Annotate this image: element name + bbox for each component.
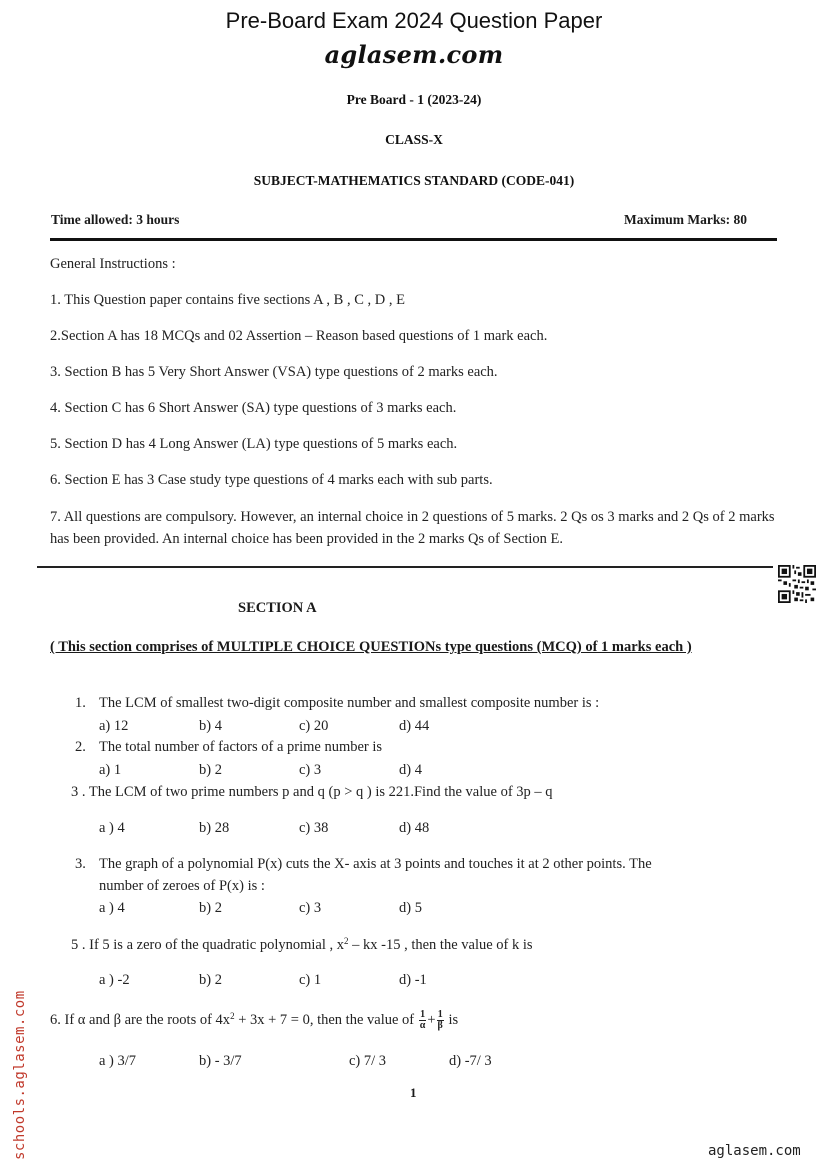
option-d: d) 4 (399, 762, 422, 778)
question-number: 2. (75, 739, 86, 755)
class-label: CLASS-X (385, 132, 443, 147)
option-c: c) 20 (299, 718, 329, 734)
question-number: 5 . (71, 937, 86, 953)
instruction-item: 2.Section A has 18 MCQs and 02 Assertion – Reason based questions of 1 mark each. (50, 328, 548, 344)
subject-label: SUBJECT-MATHEMATICS STANDARD (CODE-041) (253, 173, 575, 188)
option-c: c) 7/ 3 (349, 1053, 387, 1069)
question-text-continued: number of zeroes of P(x) is : (99, 878, 265, 894)
header-divider (50, 238, 777, 241)
instruction-item: 6. Section E has 3 Case study type questions of 4 marks each with sub parts. (50, 472, 493, 488)
option-a: a ) -2 (99, 972, 130, 988)
meta-row (51, 212, 747, 228)
instruction-item: 5. Section D has 4 Long Answer (LA) type questions of 5 marks each. (50, 436, 458, 452)
exam-name: Pre Board - 1 (2023-24) (346, 92, 482, 107)
time-allowed: Time allowed: 3 hours (51, 212, 180, 227)
option-b: b) 2 (199, 972, 222, 988)
option-b: b) 4 (199, 718, 222, 734)
page-number: 1 (410, 1085, 417, 1100)
option-a: a ) 4 (99, 900, 125, 916)
section-title: SECTION A (238, 600, 317, 616)
question (71, 936, 533, 954)
qr-code-icon (778, 565, 816, 603)
page-header-title: Pre-Board Exam 2024 Question Paper (225, 8, 603, 33)
section-description: ( This section comprises of MULTIPLE CHOICE QUESTIONs type questions (MCQ) of 1 marks each ) (50, 639, 692, 655)
question-text: The graph of a polynomial P(x) cuts the X- axis at 3 points and touches it at 2 other points. The (99, 856, 652, 872)
option-a: a) 12 (99, 718, 129, 734)
option-d: d) 5 (399, 900, 422, 916)
fraction-one-over-beta: $\frac{1}{\beta}$ (437, 1009, 443, 1031)
question-number: 3. (75, 856, 86, 872)
option-d: d) -7/ 3 (449, 1053, 492, 1069)
corner-watermark: aglasem.com (708, 1143, 801, 1159)
option-b: b) 28 (199, 820, 230, 836)
option-c: c) 3 (299, 900, 322, 916)
option-a: a ) 3/7 (99, 1053, 137, 1069)
option-c: c) 38 (299, 820, 329, 836)
instruction-item: 3. Section B has 5 Very Short Answer (VSA) type questions of 2 marks each. (50, 364, 498, 380)
option-b: b) 2 (199, 762, 222, 778)
question (75, 856, 652, 873)
option-d: d) 48 (399, 820, 430, 836)
question (71, 784, 553, 801)
question (75, 739, 383, 756)
option-b: b) 2 (199, 900, 222, 916)
option-a: a ) 4 (99, 820, 125, 836)
option-d: d) -1 (399, 972, 427, 988)
question-number: 6. (50, 1011, 61, 1028)
option-d: d) 44 (399, 718, 430, 734)
option-b: b) - 3/7 (199, 1053, 242, 1069)
question-text: The LCM of two prime numbers p and q (p > q ) is 221.Find the value of 3p – q (88, 784, 553, 800)
instruction-item: 1. This Question paper contains five sections A , B , C , D , E (50, 292, 405, 308)
fraction-one-over-alpha: $\frac{1}{\alpha}$ (419, 1009, 426, 1031)
side-watermark: schools.aglasem.com (12, 990, 28, 1160)
option-c: c) 1 (299, 972, 322, 988)
question-text: If 5 is a zero of the quadratic polynomial , $x^2$ – kx -15 , then the value of k is (89, 936, 533, 953)
question-number: 3 . (71, 784, 86, 800)
section-divider (37, 566, 773, 568)
option-a: a) 1 (99, 762, 122, 778)
instructions-heading: General Instructions : (50, 256, 176, 272)
question-text: The LCM of smallest two-digit composite number and smallest composite number is : (99, 695, 600, 711)
instruction-item: 7. All questions are compulsory. However, an internal choice in 2 questions of 5 marks. 2 Qs os 3 marks and 2 Qs of 2 marks has been provided. An internal choice has been provided in the 2 marks Qs of Section E. (50, 509, 775, 547)
question-text: If α and β are the roots of $4x^2 + 3x + 7 = 0$, then the value of $\frac{1}{\alpha}$ + $\frac{1}{\beta}$ is (64, 1009, 459, 1031)
question-number: 1. (75, 695, 86, 711)
question (75, 695, 600, 712)
option-c: c) 3 (299, 762, 322, 778)
max-marks: Maximum Marks: 80 (624, 212, 747, 227)
question-text: The total number of factors of a prime number is (99, 739, 383, 755)
site-logo: aglasem.com (324, 40, 504, 69)
question (50, 1010, 458, 1031)
instruction-item: 4. Section C has 6 Short Answer (SA) type questions of 3 marks each. (50, 400, 457, 416)
